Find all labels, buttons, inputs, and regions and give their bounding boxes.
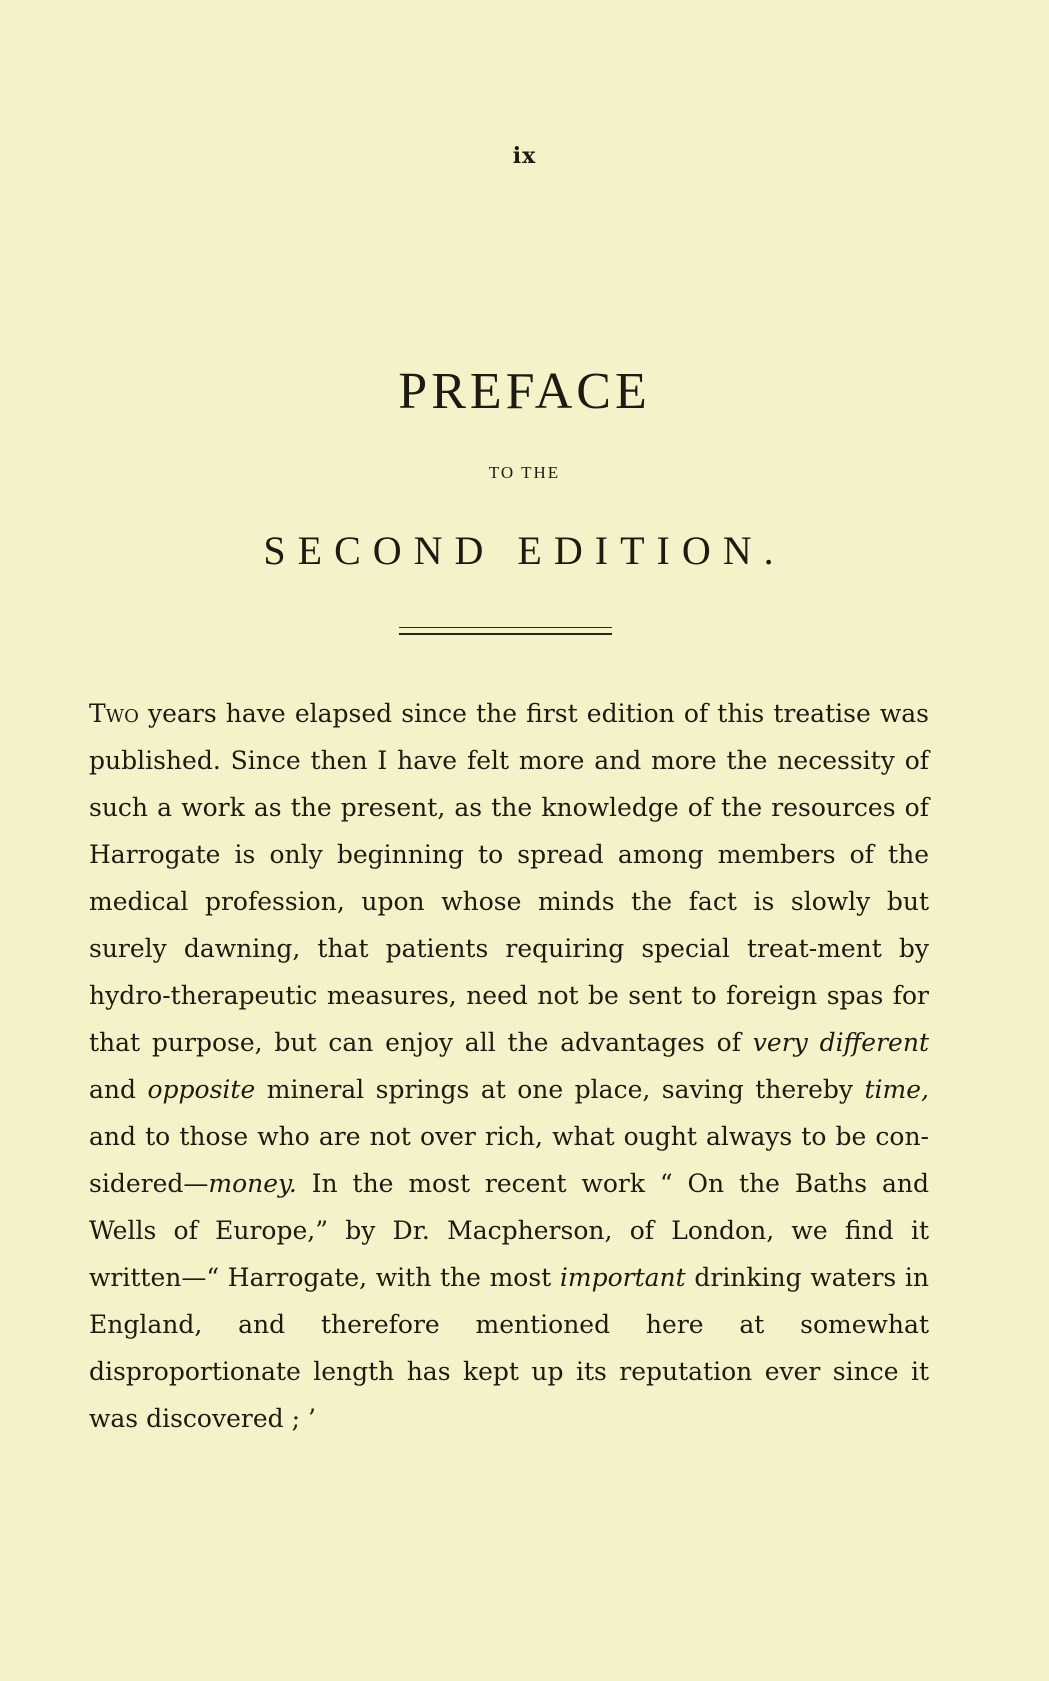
italic-emphasis: very different — [752, 1028, 929, 1057]
text-segment: and to those who are not over rich, what ought always to be con-sidered— — [89, 1122, 929, 1198]
page-number: ix — [512, 143, 537, 169]
text-segment: years have elapsed since the first edition of this treatise was published. Since then I have felt more and more the necessity of such a work as the present, as the knowledge of the resources of Harrogate is only beginning to spread among members of the medical profession, upon whose minds the fact is slowly but surely dawning, that patients requiring special treat-ment by hydro-therapeutic measures, need not be sent to foreign spas for that purpose, but can enjoy all the advantages of — [89, 699, 929, 1057]
text-segment: drinking waters in England, and therefore mentioned here at somewhat disproportionate length has kept up its reputation ever since it was discovered ; ’ — [89, 1263, 929, 1433]
italic-emphasis: important — [559, 1263, 686, 1292]
italic-emphasis: money. — [208, 1169, 297, 1198]
lead-word: Two — [89, 699, 139, 728]
double-rule-divider — [399, 627, 612, 635]
edition-subtitle: SECOND EDITION. — [263, 528, 786, 573]
preface-title: PREFACE — [398, 363, 651, 420]
title-connector: TO THE — [488, 463, 561, 482]
text-segment: mineral springs at one place, saving thereby — [255, 1075, 865, 1104]
italic-emphasis: time, — [864, 1075, 929, 1104]
text-segment: In the most recent work “ On the Baths and Wells of Europe,” by Dr. Macpherson, of London, we find it written—“ Harrogate, with the most — [89, 1169, 929, 1292]
text-segment: and — [89, 1075, 148, 1104]
italic-emphasis: opposite — [147, 1075, 256, 1104]
preface-paragraph — [89, 690, 929, 1442]
